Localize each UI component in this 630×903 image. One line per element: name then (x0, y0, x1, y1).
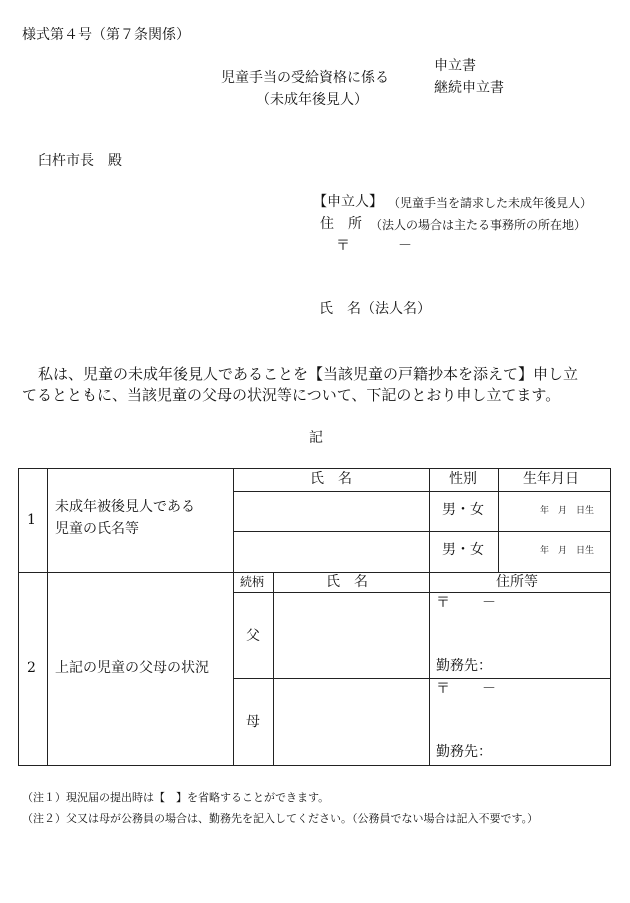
row1-header-name: 氏 名 (310, 471, 352, 487)
note-2: （注２）父又は母が公務員の場合は、勤務先を記入してください。（公務員でない場合は記入不要です。） (22, 812, 539, 825)
postal-mark: 〒 (336, 238, 350, 254)
statement-line-2: てるとともに、当該児童の父母の状況等について、下記のとおり申し立てます。 (22, 386, 561, 404)
father-relation: 父 (246, 628, 260, 644)
row2-header-name: 氏 名 (326, 574, 368, 590)
father-postal-dash: － (482, 595, 496, 611)
row2-header-relation: 続柄 (240, 575, 265, 589)
row2-label: 上記の児童の父母の状況 (55, 660, 209, 676)
row1-entry1-dob: 年 月 日生 (540, 506, 595, 516)
mother-relation: 母 (246, 714, 260, 730)
applicant-heading: 【申立人】 (313, 194, 383, 210)
title-line-2: （未成年後見人） (256, 92, 368, 108)
address-label: 住 所 (320, 216, 362, 232)
row1-number: 1 (27, 512, 36, 528)
addressee: 臼杵市長 殿 (38, 153, 122, 169)
ki-heading: 記 (309, 430, 323, 446)
row1-header-dob: 生年月日 (523, 471, 579, 487)
row1-label-line-1: 未成年被後見人である (55, 499, 195, 515)
title-line-1: 児童手当の受給資格に係る (221, 70, 389, 86)
form-number: 様式第４号（第７条関係） (22, 27, 190, 43)
statement-line-1: 私は、児童の未成年後見人であることを【当該児童の戸籍抄本を添えて】申し立 (38, 365, 579, 383)
note-1: （注１）現況届の提出時は【 】を省略することができます。 (22, 791, 330, 804)
applicant-heading-note: （児童手当を請求した未成年後見人） (388, 196, 593, 210)
row1-entry1-sex: 男・女 (442, 502, 484, 518)
row1-header-sex: 性別 (449, 471, 477, 487)
mother-workplace-label: 勤務先： (436, 744, 492, 760)
name-label: 氏 名（法人名） (319, 301, 431, 317)
address-note: （法人の場合は主たる事務所の所在地） (370, 218, 587, 232)
mother-postal-dash: － (482, 681, 496, 697)
father-postal-mark: 〒 (436, 595, 450, 611)
father-workplace-label: 勤務先： (436, 658, 492, 674)
postal-dash: － (398, 238, 412, 254)
title-option-statement: 申立書 (434, 58, 476, 74)
row1-entry2-sex: 男・女 (442, 542, 484, 558)
row2-number: 2 (27, 660, 36, 676)
row1-label-line-2: 児童の氏名等 (55, 521, 139, 537)
row2-header-address: 住所等 (496, 574, 538, 590)
mother-postal-mark: 〒 (436, 681, 450, 697)
row1-entry2-dob: 年 月 日生 (540, 546, 595, 556)
title-option-continuing-statement: 継続申立書 (434, 80, 504, 96)
